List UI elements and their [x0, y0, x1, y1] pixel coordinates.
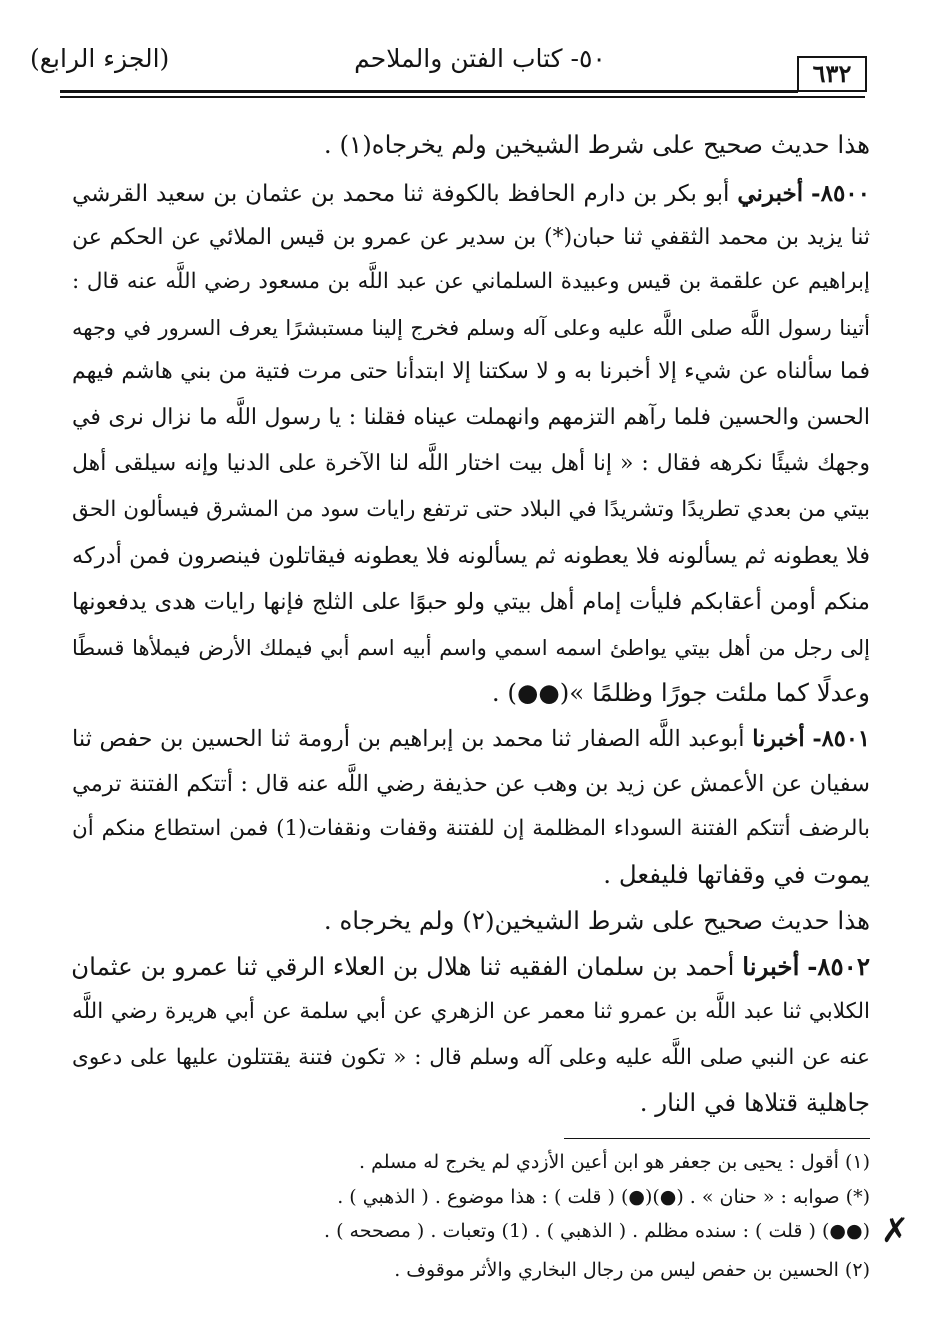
line-text: الكلابي ثنا عبد اللَّه بن عمرو ثنا معمر عن الزهري عن أبي سلمة عن أبي هريرة رضي اللَّه — [72, 999, 870, 1024]
line-text: بيتي من بعدي تطريدًا وتشريدًا في البلاد حتى ترتفع رايات سود من المشرق فيسألون الحق — [72, 497, 870, 522]
footnote-separator — [564, 1138, 870, 1139]
line-text: وعدلًا كما ملئت جورًا وظلمًا »(●●) . — [491, 678, 870, 707]
hadith-number: ٨٥٠٠- — [811, 180, 871, 207]
footnote: (١) أقول : يحيى بن جعفر هو ابن أعين الأزدي لم يخرج له مسلم . — [359, 1151, 870, 1173]
text-line — [72, 1086, 870, 1120]
text-line — [72, 221, 870, 255]
text-line — [72, 1041, 870, 1075]
text-line — [72, 722, 870, 756]
line-text: إبراهيم عن علقمة بن قيس وعبيدة السلماني عن عبد اللَّه بن مسعود رضي اللَّه عنه قال : — [72, 269, 870, 294]
line-text: يموت في وقفاتها فليفعل . — [603, 860, 870, 889]
line-text: أبوعبد اللَّه الصفار ثنا محمد بن إبراهيم بن أرومة ثنا الحسين بن حفص ثنا — [72, 726, 745, 752]
text-line — [72, 767, 870, 801]
text-line — [72, 676, 870, 710]
line-text: إلى رجل من أهل بيتي يواطئ اسمه اسمي واسم أبيه اسم أبي فيملك الأرض فيملأها قسطًا — [72, 636, 870, 660]
text-line — [72, 950, 870, 984]
line-text: عنه عن النبي صلى اللَّه عليه وعلى آله وسلم قال : « تكون فتنة يقتتلون عليها على دعوى — [72, 1045, 870, 1070]
hadith-number: ٨٥٠٢- — [807, 952, 870, 981]
text-line — [72, 539, 870, 573]
line-text: سفيان عن الأعمش عن زيد بن وهب عن حذيفة رضي اللَّه عنه قال : أتتكم الفتنة ترمي — [72, 771, 870, 797]
text-line — [72, 995, 870, 1029]
text-line — [72, 904, 908, 938]
line-text: منكم أومن أعقابكم فليأت إمام أهل بيتي ولو حبوًا على الثلج فإنها رايات هدى يدفعونها — [72, 589, 870, 615]
footnote: (●●) ( قلت ) : سنده مظلم . ( الذهبي ) . (1) وتعبات . ( مصححه ) . — [323, 1220, 870, 1242]
chapter-title: ٥٠- كتاب الفتن والملاحم — [354, 44, 606, 73]
line-text: فما سألناه عن شيء إلا أخبرنا به و لا سكتنا إلا ابتدأنا حتى مرت فتية من بني هاشم فيهم — [72, 359, 870, 384]
text-line — [72, 355, 870, 389]
text-line — [72, 631, 870, 665]
line-text: أبو بكر بن دارم الحافظ بالكوفة ثنا محمد بن عثمان بن سعيد القرشي — [72, 181, 730, 207]
text-line — [72, 493, 870, 527]
footnote: (*) صوابه : « حنان » . (●)(●) ( قلت ) : هذا موضوع . ( الذهبي ) . — [337, 1186, 870, 1208]
page-number: ٦٣٢ — [797, 56, 867, 92]
line-text: هذا حديث صحيح على شرط الشيخين ولم يخرجاه(١) . — [323, 130, 870, 159]
line-text: أتينا رسول اللَّه صلى اللَّه عليه وعلى آله وسلم فخرج إلينا مستبشرًا يعرف السرور في وجهه — [72, 316, 870, 340]
narration-keyword: أخبرنا — [752, 726, 805, 752]
line-text: هذا حديث صحيح على شرط الشيخين(٢) ولم يخرجاه . — [323, 906, 870, 935]
text-line — [72, 311, 870, 345]
line-text: جاهلية قتلاها في النار . — [639, 1088, 870, 1117]
text-line — [72, 447, 870, 481]
hadith-number: ٨٥٠١- — [812, 726, 871, 752]
text-line — [72, 401, 870, 435]
narration-keyword: أخبرنا — [742, 952, 800, 981]
footnote: (٢) الحسين بن حفص ليس من رجال البخاري والأثر موقوف . — [394, 1259, 870, 1281]
line-text: وجهك شيئًا نكرهه فقال : « إنا أهل بيت اختار اللَّه لنا الآخرة على الدنيا وإنه سيلقى أهل — [72, 451, 871, 476]
line-text: الحسن والحسين فلما رآهم التزمهم وانهملت عيناه فقلنا : يا رسول اللَّه ما نزال نرى في — [72, 405, 870, 430]
text-line — [72, 265, 870, 299]
narration-keyword: أخبرني — [737, 180, 804, 207]
line-text: بالرضف أتتكم الفتنة السوداء المظلمة إن للفتنة وقفات ونقفات(1) فمن استطاع منكم أن — [72, 816, 870, 841]
text-line — [72, 177, 870, 211]
line-text: أحمد بن سلمان الفقيه ثنا هلال بن العلاء الرقي ثنا عمرو بن عثمان — [71, 952, 735, 981]
volume-label: (الجزء الرابع) — [30, 44, 170, 73]
text-line — [72, 128, 908, 162]
line-text: ثنا يزيد بن محمد الثقفي ثنا حبان(*) بن سدير عن عمرو بن قيس الملائي عن الحكم عن — [72, 225, 870, 250]
text-line — [72, 858, 870, 892]
line-text: فلا يعطونه ثم يسألونه فلا يعطونه ثم يسألونه فلا يعطونه فيقاتلون فينصرون فمن أدركه — [72, 543, 870, 569]
margin-mark: ✗ — [880, 1211, 910, 1251]
text-line — [72, 585, 870, 619]
text-line — [72, 812, 870, 846]
header-rule — [60, 90, 798, 93]
header-rule-lower — [60, 96, 865, 98]
